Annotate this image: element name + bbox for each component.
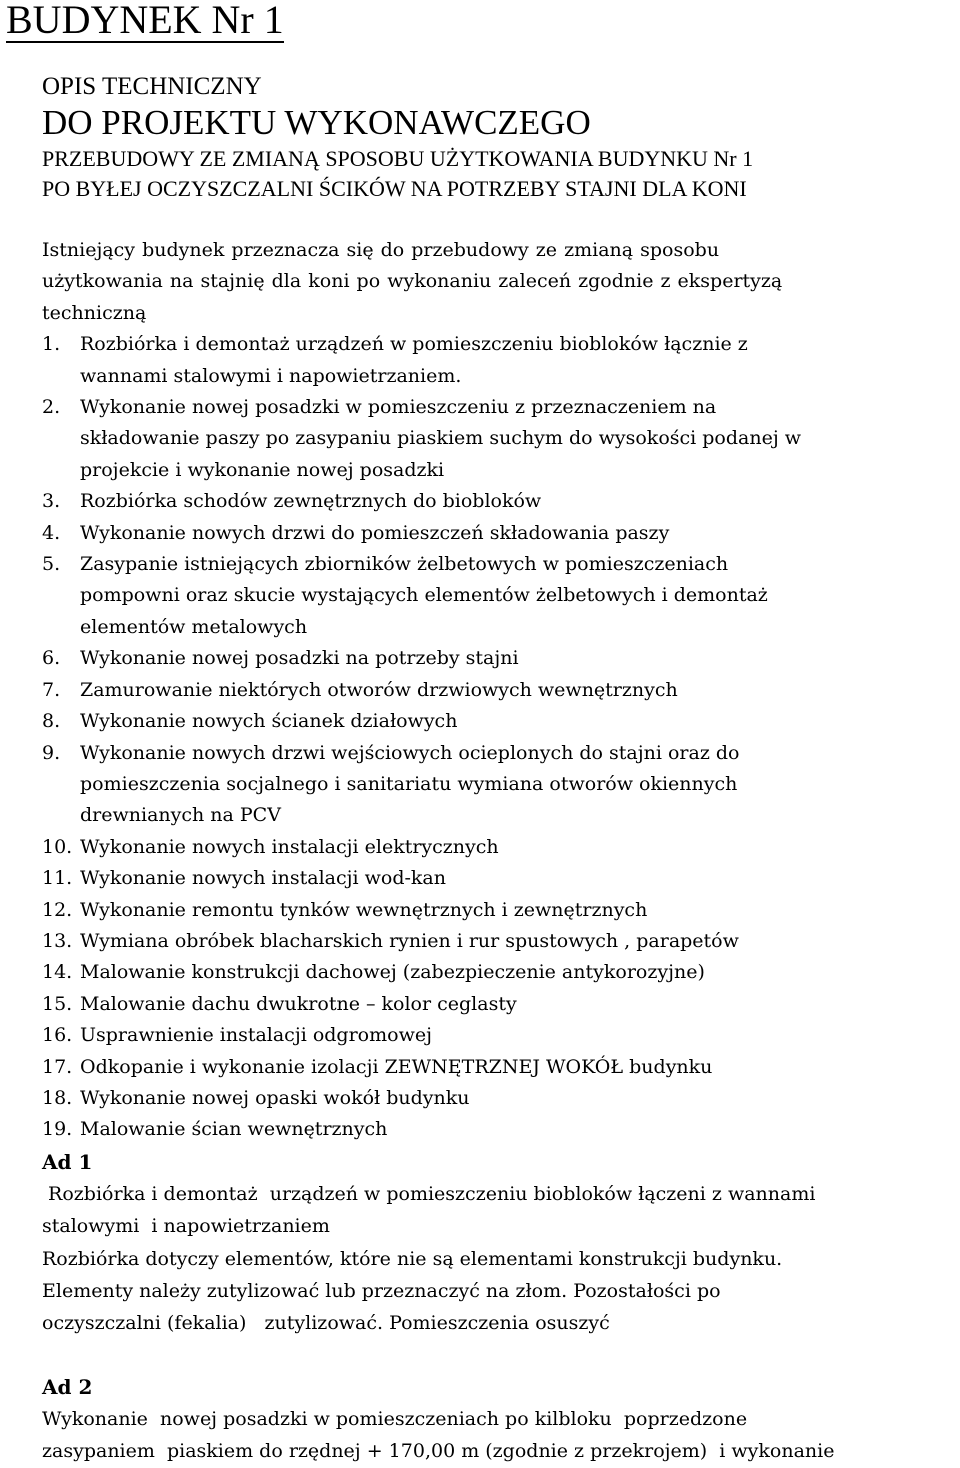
- list-item-number: 8.: [42, 710, 61, 733]
- subtitle-line-1: PRZEBUDOWY ZE ZMIANĄ SPOSOBU UŻYTKOWANIA BUDYNKU Nr 1: [42, 146, 754, 171]
- list-item-number: 13.: [42, 929, 73, 952]
- list-item: [42, 675, 954, 706]
- list-item-line: Wykonanie nowej posadzki w pomieszczeniu z przeznaczeniem na: [80, 396, 717, 419]
- list-item-line: drewnianych na PCV: [80, 804, 281, 827]
- list-item: [42, 738, 954, 832]
- document-body: [42, 72, 954, 1468]
- ad1-line: Rozbiórka dotyczy elementów, które nie są elementami konstrukcji budynku.: [42, 1247, 783, 1270]
- list-item: [42, 486, 954, 517]
- list-item-line: Rozbiórka i demontaż urządzeń w pomieszczeniu biobloków łącznie z: [80, 333, 748, 356]
- list-item-number: 10.: [42, 835, 73, 858]
- list-item: [42, 643, 954, 674]
- list-item-line: Malowanie konstrukcji dachowej (zabezpieczenie antykorozyjne): [80, 961, 705, 984]
- list-item-number: 3.: [42, 490, 61, 513]
- list-item-number: 14.: [42, 961, 73, 984]
- list-item-line: Wykonanie nowych ścianek działowych: [80, 710, 458, 733]
- title-line-1: OPIS TECHNICZNY: [42, 73, 262, 100]
- list-item-line: Wykonanie remontu tynków wewnętrznych i zewnętrznych: [80, 898, 648, 921]
- list-item-number: 12.: [42, 898, 73, 921]
- list-item-line: wannami stalowymi i napowietrzaniem.: [80, 364, 462, 387]
- list-item-line: pomieszczenia socjalnego i sanitariatu wymiana otworów okiennych: [80, 772, 738, 795]
- list-item: [42, 1083, 954, 1114]
- list-item: [42, 957, 954, 988]
- list-item-number: 18.: [42, 1086, 73, 1109]
- list-item-number: 16.: [42, 1024, 73, 1047]
- list-item-line: Malowanie ścian wewnętrznych: [80, 1118, 388, 1141]
- list-item-line: elementów metalowych: [80, 615, 308, 638]
- list-item: [42, 832, 954, 863]
- list-item: [42, 1052, 954, 1083]
- list-item-line: Malowanie dachu dwukrotne – kolor ceglasty: [80, 992, 517, 1015]
- list-item-number: 5.: [42, 553, 61, 576]
- list-item-line: Wykonanie nowej opaski wokół budynku: [80, 1086, 470, 1109]
- scope-list: [42, 329, 954, 1146]
- list-item-line: Wykonanie nowej posadzki na potrzeby stajni: [80, 647, 519, 670]
- page-header: BUDYNEK Nr 1: [6, 0, 284, 42]
- ad1-text: [42, 1178, 954, 1340]
- ad2-text: [42, 1403, 954, 1468]
- list-item-line: Wykonanie nowych instalacji wod-kan: [80, 867, 446, 890]
- list-item-line: pompowni oraz skucie wystających elementów żelbetowych i demontaż: [80, 584, 768, 607]
- list-item: [42, 1114, 954, 1145]
- ad1-heading: Ad 1: [42, 1149, 93, 1174]
- list-item-number: 6.: [42, 647, 61, 670]
- list-item-line: Wykonanie nowych instalacji elektrycznych: [80, 835, 499, 858]
- list-item-number: 4.: [42, 521, 61, 544]
- title-line-2: DO PROJEKTU WYKONAWCZEGO: [42, 103, 591, 142]
- list-item: [42, 392, 954, 486]
- list-item-line: projekcie i wykonanie nowej posadzki: [80, 458, 445, 481]
- list-item: [42, 895, 954, 926]
- list-item-number: 11.: [42, 867, 73, 890]
- ad2-line: zasypaniem piaskiem do rzędnej + 170,00 m (zgodnie z przekrojem) i wykonanie: [42, 1440, 835, 1463]
- list-item-number: 15.: [42, 992, 73, 1015]
- list-item: [42, 706, 954, 737]
- list-item-number: 2.: [42, 396, 61, 419]
- list-item-line: Rozbiórka schodów zewnętrznych do biobloków: [80, 490, 542, 513]
- ad2-line: Wykonanie nowej posadzki w pomieszczeniach po kilbloku poprzedzone: [42, 1407, 748, 1430]
- list-item-line: Odkopanie i wykonanie izolacji ZEWNĘTRZNEJ WOKÓŁ budynku: [80, 1055, 713, 1078]
- subtitle-line-2: PO BYŁEJ OCZYSZCZALNI ŚCIKÓW NA POTRZEBY STAJNI DLA KONI: [42, 176, 747, 201]
- list-item-line: Wykonanie nowych drzwi wejściowych ocieplonych do stajni oraz do: [80, 741, 740, 764]
- ad1-line: Elementy należy zutylizować lub przeznaczyć na złom. Pozostałości po: [42, 1280, 721, 1302]
- list-item: [42, 989, 954, 1020]
- list-item-line: Wymiana obróbek blacharskich rynien i rur spustowych , parapetów: [80, 929, 739, 952]
- ad2-heading: Ad 2: [42, 1374, 93, 1399]
- list-item-line: Zamurowanie niektórych otworów drzwiowych wewnętrznych: [80, 678, 678, 701]
- list-item: [42, 1020, 954, 1051]
- list-item-number: 9.: [42, 741, 61, 764]
- list-item-line: Wykonanie nowych drzwi do pomieszczeń składowania paszy: [80, 521, 670, 544]
- intro-line: użytkowania na stajnię dla koni po wykonaniu zaleceń zgodnie z ekspertyzą: [42, 270, 783, 293]
- list-item-number: 7.: [42, 678, 61, 701]
- intro-paragraph: [42, 235, 954, 329]
- list-item: [42, 329, 954, 392]
- list-item-line: Zasypanie istniejących zbiorników żelbetowych w pomieszczeniach: [80, 553, 729, 576]
- list-item-number: 17.: [42, 1055, 73, 1078]
- list-item: [42, 518, 954, 549]
- list-item-number: 19.: [42, 1118, 73, 1141]
- ad1-line: stalowymi i napowietrzaniem: [42, 1215, 330, 1238]
- list-item: [42, 926, 954, 957]
- list-item-number: 1.: [42, 333, 61, 356]
- list-item: [42, 863, 954, 894]
- intro-line: Istniejący budynek przeznacza się do przebudowy ze zmianą sposobu: [42, 239, 720, 261]
- list-item: [42, 549, 954, 643]
- section-gap: [42, 1340, 954, 1371]
- intro-line: techniczną: [42, 301, 147, 324]
- ad1-line: Rozbiórka i demontaż urządzeń w pomieszczeniu biobloków łączeni z wannami: [42, 1182, 816, 1205]
- list-item-line: Usprawnienie instalacji odgromowej: [80, 1024, 432, 1047]
- list-item-line: składowanie paszy po zasypaniu piaskiem suchym do wysokości podanej w: [80, 427, 802, 450]
- ad1-line: oczyszczalni (fekalia) zutylizować. Pomieszczenia osuszyć: [42, 1312, 610, 1335]
